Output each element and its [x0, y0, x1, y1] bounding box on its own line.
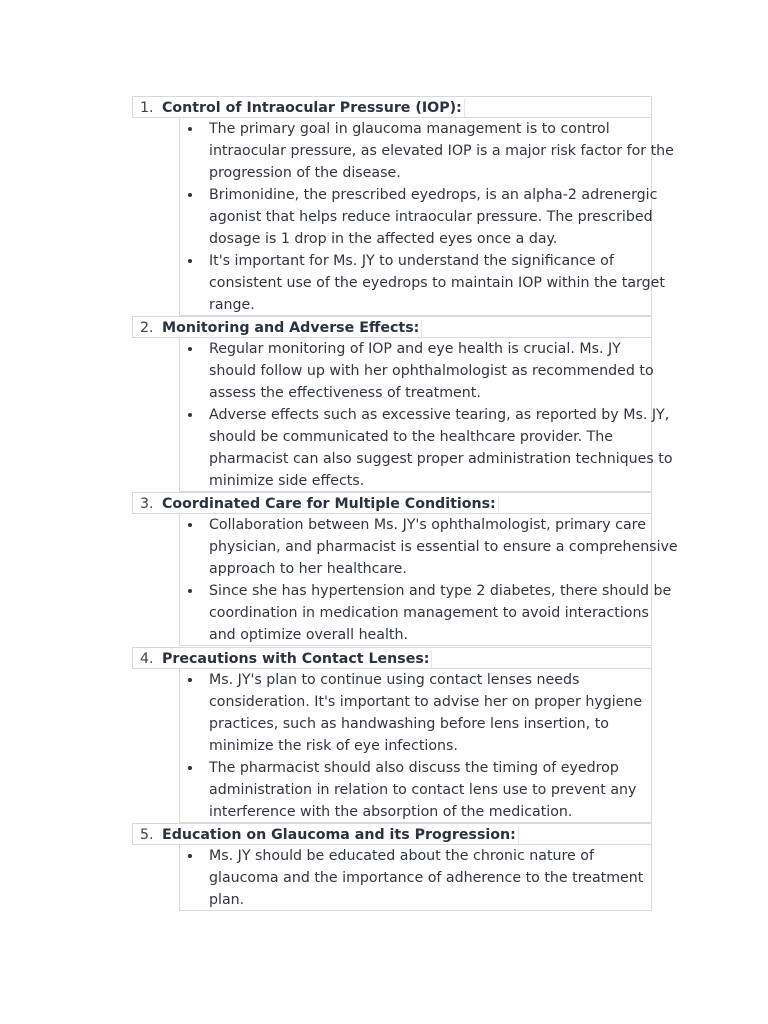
bullet-item: [180, 845, 651, 911]
bullet-text-line: and optimize overall health.: [209, 627, 408, 643]
bullet-text-line: glaucoma and the importance of adherence to the treatment: [209, 870, 644, 886]
bullet-text-line: should be communicated to the healthcare provider. The: [209, 429, 614, 445]
bullet-text-line: assess the effectiveness of treatment.: [209, 385, 481, 401]
section-number: 1.: [140, 100, 154, 116]
bullet-dot-icon: [188, 259, 192, 263]
bullet-dot-icon: [188, 854, 192, 858]
bullet-text-line: Collaboration between Ms. JY's ophthalmologist, primary care: [209, 517, 646, 533]
bullet-item: [180, 118, 674, 184]
bullet-dot-icon: [188, 413, 192, 417]
bullet-item: [180, 757, 651, 823]
bullet-item: [180, 404, 673, 492]
section-header: [132, 96, 652, 118]
bullet-text-line: coordination in medication management to avoid interactions: [209, 605, 649, 621]
bullet-text-line: physician, and pharmacist is essential to ensure a comprehensive: [209, 539, 678, 555]
bullet-text-line: range.: [209, 297, 255, 313]
bullet-item: [180, 580, 672, 646]
bullet-item: [180, 514, 678, 580]
bullet-item: [180, 669, 651, 757]
section-number: 2.: [140, 320, 154, 336]
section-number: 4.: [140, 651, 154, 667]
bullet-item: [180, 338, 654, 404]
section-header: [132, 316, 652, 338]
bullet-text-line: administration in relation to contact lens use to prevent any: [209, 782, 637, 798]
section-body: [179, 338, 673, 492]
bullet-text-line: Ms. JY should be educated about the chronic nature of: [209, 848, 594, 864]
bullet-dot-icon: [188, 523, 192, 527]
bullet-text-line: Regular monitoring of IOP and eye health is crucial. Ms. JY: [209, 341, 621, 357]
bullet-dot-icon: [188, 589, 192, 593]
bullet-item: [180, 184, 658, 250]
bullet-text-line: The primary goal in glaucoma management is to control: [209, 121, 610, 137]
bullet-text-line: should follow up with her ophthalmologist as recommended to: [209, 363, 654, 379]
section-title: Control of Intraocular Pressure (IOP):: [162, 99, 465, 117]
bullet-item: [180, 250, 665, 316]
section-body: [179, 514, 678, 646]
bullet-text-line: Ms. JY's plan to continue using contact lenses needs: [209, 672, 580, 688]
bullet-text-line: intraocular pressure, as elevated IOP is a major risk factor for the: [209, 143, 674, 159]
section-body: [179, 845, 652, 911]
bullet-text-line: plan.: [209, 892, 245, 908]
section-number: 3.: [140, 496, 154, 512]
bullet-text-line: Brimonidine, the prescribed eyedrops, is an alpha-2 adrenergic: [209, 187, 658, 203]
bullet-text-line: It's important for Ms. JY to understand the significance of: [209, 253, 614, 269]
section-title: Monitoring and Adverse Effects:: [162, 319, 422, 337]
bullet-dot-icon: [188, 766, 192, 770]
bullet-text-line: The pharmacist should also discuss the timing of eyedrop: [209, 760, 619, 776]
bullet-dot-icon: [188, 127, 192, 131]
section-title: Education on Glaucoma and its Progression:: [162, 826, 519, 844]
bullet-text-line: pharmacist can also suggest proper administration techniques to: [209, 451, 673, 467]
bullet-text-line: consideration. It's important to advise her on proper hygiene: [209, 694, 643, 710]
section-header: [132, 823, 652, 845]
section-body: [179, 118, 674, 316]
section-header: [132, 492, 652, 514]
section-title: Precautions with Contact Lenses:: [162, 650, 432, 668]
bullet-text-line: consistent use of the eyedrops to maintain IOP within the target: [209, 275, 665, 291]
bullet-text-line: interference with the absorption of the medication.: [209, 804, 573, 820]
bullet-dot-icon: [188, 347, 192, 351]
section-header: [132, 647, 652, 669]
bullet-text-line: minimize the risk of eye infections.: [209, 738, 458, 754]
section-title: Coordinated Care for Multiple Conditions:: [162, 495, 499, 513]
bullet-text-line: dosage is 1 drop in the affected eyes once a day.: [209, 231, 558, 247]
bullet-dot-icon: [188, 678, 192, 682]
bullet-text-line: practices, such as handwashing before lens insertion, to: [209, 716, 609, 732]
bullet-text-line: Adverse effects such as excessive tearing, as reported by Ms. JY,: [209, 407, 670, 423]
bullet-text-line: minimize side effects.: [209, 473, 365, 489]
section-body: [179, 669, 652, 823]
bullet-text-line: agonist that helps reduce intraocular pressure. The prescribed: [209, 209, 653, 225]
section-number: 5.: [140, 827, 154, 843]
bullet-text-line: progression of the disease.: [209, 165, 401, 181]
bullet-text-line: approach to her healthcare.: [209, 561, 407, 577]
bullet-text-line: Since she has hypertension and type 2 diabetes, there should be: [209, 583, 672, 599]
bullet-dot-icon: [188, 193, 192, 197]
